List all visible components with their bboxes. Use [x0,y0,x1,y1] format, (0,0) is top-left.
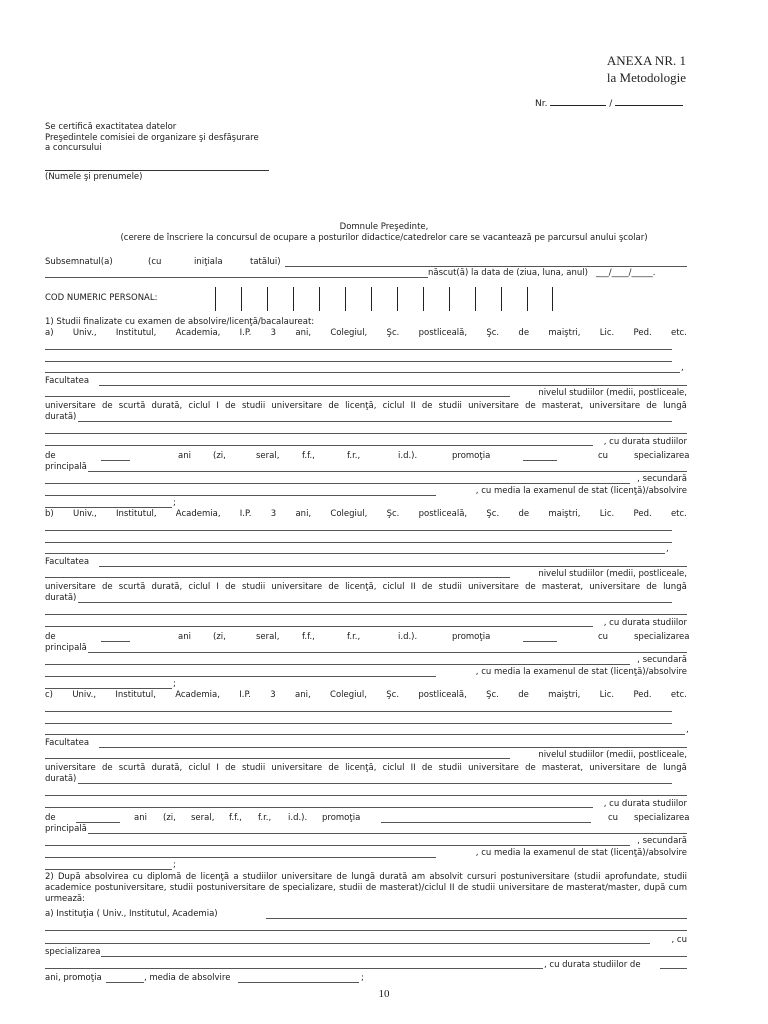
universitare-row [45,401,687,412]
fill-line[interactable] [45,711,672,712]
word: Lic. [599,328,615,338]
years-line[interactable] [101,460,130,461]
word: scurtă [118,763,146,773]
word: Ped. [633,690,652,700]
section2-line-3: urmează: [45,894,85,904]
cert-line-3: a concursului [45,143,102,153]
section1-heading: 1) Studii finalizate cu examen de absolvire/licenţă/bacalaureat: [45,317,315,327]
certification-block [45,122,259,154]
institutia-line[interactable] [266,918,687,919]
media-line[interactable] [238,982,359,983]
specializarea-line[interactable] [101,956,687,957]
word: de [525,401,536,411]
ani-label: ani [178,632,191,642]
fill-line[interactable] [45,396,510,397]
media-line[interactable] [45,688,172,689]
fill-line[interactable] [45,807,593,808]
word: de [225,763,236,773]
fill-line[interactable] [45,723,672,724]
universitare-row [45,763,687,774]
cnp-box[interactable] [215,287,241,311]
cert-line-1: Se certifică exactitatea datelor [45,122,177,132]
word: I.P. [239,328,252,338]
word: de [101,582,113,592]
word: Lic. [599,509,615,519]
fill-line[interactable] [45,433,687,434]
word: Academia, [175,690,220,700]
cnp-box[interactable] [475,287,501,311]
word: lungă [663,582,687,592]
word: Institutul, [115,328,157,338]
word: de [328,582,339,592]
seral-label: seral, [256,451,280,461]
word: 3 [270,690,276,700]
word: studii [438,401,462,411]
cnp-box[interactable] [423,287,449,311]
word: Şc. [486,690,499,700]
cu-durata-label: , cu durata studiilor [603,437,687,447]
specializarea-label: specializarea [634,632,690,642]
birthdate-slots[interactable]: ___/____/_____. [596,268,656,278]
salutation-subtitle: (cerere de înscriere la concursul de ocupare a posturilor didactice/catedrelor care se vacantează pe parcursul anului şcolar) [120,233,648,243]
id-label: i.d.). [288,813,308,823]
block-letter: c) [45,690,53,700]
word: Ped. [633,509,652,519]
word: Şc. [386,690,400,700]
fill-line[interactable] [45,795,687,796]
word: II [410,763,416,773]
president-signature-line[interactable] [45,170,269,171]
word: lungă [663,401,687,411]
ff-label: f.f., [302,451,315,461]
comma: , [686,725,689,735]
word: de [225,401,236,411]
fill-line[interactable] [45,968,543,969]
word: ciclul [188,401,211,411]
word: de [225,582,236,592]
word: etc. [670,509,687,519]
word: ani, [295,690,311,700]
semicolon: ; [173,498,176,508]
durata-label: durată) [45,593,77,603]
cnp-label: COD NUMERIC PERSONAL: [45,293,158,303]
fill-line[interactable] [45,577,510,578]
word: Şc. [386,509,400,519]
word: Institutul, [116,509,157,519]
fill-line[interactable] [45,372,680,373]
specializarea-label: specializarea [634,451,690,461]
word: II [410,401,416,411]
facultatea-label: Facultatea [45,376,90,386]
de-label: de [45,632,56,642]
principala-label: principală [45,643,87,653]
years-line[interactable] [101,641,130,642]
institutions-row [45,328,687,339]
word: ciclul [188,582,211,592]
word: I.P. [239,690,251,700]
word: masterat, [541,401,584,411]
fill-line[interactable] [45,495,436,496]
nr-date-blank[interactable] [615,97,683,106]
fill-line[interactable] [45,361,672,362]
media-line[interactable] [45,507,172,508]
word: de [328,763,339,773]
comma: , [681,363,684,373]
word: de [525,763,536,773]
facultatea-line[interactable] [99,747,687,748]
seral-label: seral, [256,632,280,642]
semicolon: ; [173,860,176,870]
word: Ped. [633,328,652,338]
word: Institutul, [115,690,156,700]
institutions-row [45,690,687,701]
word: Colegiul, [330,509,368,519]
institutia-label: a) Instituţia ( Univ., Institutul, Academia) [45,909,218,919]
word: de [421,401,433,411]
semicolon: ; [361,973,364,983]
word: licenţă, [345,401,377,411]
principala-line[interactable] [88,652,687,653]
promotia-line[interactable] [523,641,557,642]
cu-label: (cu [148,257,162,267]
word: I.P. [239,509,252,519]
fill-line[interactable] [45,676,436,677]
cu-label: , cu [671,935,687,945]
word: ciclul [188,763,211,773]
word: universitare [468,582,519,592]
fill-line[interactable] [45,614,687,615]
principala-line[interactable] [88,471,687,472]
fill-line[interactable] [45,943,650,944]
media-label: , cu media la examenul de stat (licenţă)/absolvire [475,486,687,496]
nivelul-label: nivelul studiilor (medii, postliceale, [538,569,687,579]
de-label: de [45,451,56,461]
nascut-label: născut(ă) la data de (ziua, luna, anul) [428,268,588,278]
word: licenţă, [345,582,377,592]
word: postliceală, [418,690,467,700]
word: studii [241,763,266,773]
word: durată, [151,401,183,411]
section2-line-2: academice postuniversitare, studii postuniversitare de specializare, studii de masterat)/ciclul II de studii universitare de masterat/master, după cum [45,883,687,893]
word: universitare [271,401,323,411]
fill-line[interactable] [45,845,630,846]
cu-label: cu [598,632,609,642]
word: 3 [270,509,277,519]
promotia-line[interactable] [106,982,144,983]
secundara-label: , secundară [637,836,687,846]
salutation-title: Domnule Preşedinte, [339,222,429,232]
word: ani, [295,328,312,338]
word: I [216,763,219,773]
id-label: i.d.). [398,451,418,461]
fr-label: f.r., [258,813,272,823]
word: I [216,401,219,411]
word: postliceală, [418,328,468,338]
word: lungă [663,763,687,773]
initiala-label: iniţiala [194,257,223,267]
fill-line[interactable] [45,553,665,554]
ff-label: f.f., [229,813,242,823]
cnp-box[interactable] [345,287,371,311]
ani-promotia-label: ani, promoţia [45,973,102,983]
principala-label: principală [45,462,87,472]
word: universitare [589,763,641,773]
cu-durata-label: , cu durata studiilor [603,799,687,809]
word: de [421,763,433,773]
cu-label: cu [608,813,619,823]
word: universitare [271,582,323,592]
word: de [518,690,529,700]
facultatea-label: Facultatea [45,738,90,748]
secundara-label: , secundară [637,655,687,665]
word: de [525,582,536,592]
word: Şc. [386,328,400,338]
word: Univ., [72,690,97,700]
promotia-line[interactable] [523,460,557,461]
cnp-box[interactable] [371,287,397,311]
word: Academia, [175,509,221,519]
word: universitare [45,401,96,411]
fill-line[interactable] [45,445,593,446]
principala-label: principală [45,824,87,834]
comma: , [666,544,669,554]
word: durată, [151,582,183,592]
word: postliceală, [418,509,468,519]
nivelul-label: nivelul studiilor (medii, postliceale, [538,388,687,398]
facultatea-line[interactable] [99,566,687,567]
promotia-label: promoţia [452,451,491,461]
word: masterat, [541,582,584,592]
word: I [216,582,219,592]
cnp-box[interactable] [397,287,423,311]
institutions-row [45,509,687,520]
universitare-row [45,582,687,593]
specializarea-label: specializarea [45,947,101,957]
durata-line[interactable] [78,783,672,784]
fill-line[interactable] [45,734,685,735]
word: universitare [271,763,323,773]
cu-durata-label: , cu durata studiilor de [544,960,641,970]
zi-label: (zi, [213,451,226,461]
word: studii [438,763,462,773]
word: de [646,582,657,592]
word: scurtă [118,582,146,592]
fill-line[interactable] [45,349,672,350]
secundara-label: , secundară [637,474,687,484]
section2-line-1: 2) După absolvirea cu diplomă de licenţă a studiilor universitare de lungă durată am absolvit cursuri postuniversitare (studii aprofundate, studii [45,872,687,882]
word: Colegiul, [330,328,368,338]
fill-line[interactable] [45,930,687,931]
de-label: de [45,813,56,823]
cnp-box[interactable] [267,287,293,311]
facultatea-line[interactable] [99,385,687,386]
cnp-box[interactable] [241,287,267,311]
word: Lic. [599,690,615,700]
word: masterat, [541,763,584,773]
word: de [518,509,530,519]
fill-line[interactable] [45,483,630,484]
promotia-label: promoţia [322,813,361,823]
facultatea-label: Facultatea [45,557,90,567]
ani-label: ani [134,813,147,823]
cert-line-2: Preşedintele comisiei de organizare şi desfăşurare [45,132,259,143]
word: etc. [670,690,687,700]
cnp-box[interactable] [319,287,345,311]
fill-line[interactable] [45,664,630,665]
president-name-label: (Numele şi prenumele) [45,172,143,182]
block-letter: a) [45,328,54,338]
word: studii [241,582,266,592]
word: universitare [589,582,641,592]
name-field-line[interactable] [285,266,687,267]
word: Univ., [72,509,97,519]
zi-label: (zi, [213,632,226,642]
word: Şc. [486,509,500,519]
word: ciclul [382,582,405,592]
word: universitare [468,763,519,773]
annex-methodology: la Metodologie [606,70,686,85]
word: universitare [45,763,96,773]
word: universitare [468,401,519,411]
cnp-box[interactable] [501,287,527,311]
annex-number: ANEXA NR. 1 [606,53,686,68]
durata-line[interactable] [78,602,672,603]
registration-number: Nr. / [535,97,683,109]
word: universitare [589,401,641,411]
word: de [518,328,530,338]
word: de [421,582,433,592]
cnp-box[interactable] [527,287,553,311]
fr-label: f.r., [347,632,361,642]
nr-blank[interactable] [550,97,606,106]
fill-line[interactable] [45,530,672,531]
durata-line[interactable] [78,421,672,422]
word: studii [241,401,266,411]
zi-label: (zi, [163,813,176,823]
word: 3 [270,328,277,338]
annex-header [607,52,686,86]
durata-label: durată) [45,412,77,422]
word: scurtă [118,401,146,411]
ani-label: ani [178,451,191,461]
word: ciclul [382,401,405,411]
word: studii [438,582,462,592]
subsemnatul-label: Subsemnatul(a) [45,257,113,267]
fr-label: f.r., [347,451,361,461]
word: durată, [151,763,183,773]
promotia-label: promoţia [452,632,491,642]
name-field-line-2[interactable] [45,277,428,278]
fill-line[interactable] [45,758,510,759]
promotia-line[interactable] [381,822,591,823]
durata-label: durată) [45,774,77,784]
media-line[interactable] [45,869,172,870]
principala-line[interactable] [88,833,687,834]
semicolon: ; [173,679,176,689]
word: ciclul [382,763,405,773]
word: licenţă, [345,763,377,773]
block-letter: b) [45,509,54,519]
fill-line[interactable] [45,542,672,543]
word: Academia, [175,328,221,338]
cnp-box[interactable] [293,287,319,311]
word: Şc. [486,328,500,338]
word: ani, [295,509,312,519]
media-absolvire-label: , media de absolvire [144,973,231,983]
cnp-box[interactable] [449,287,475,311]
word: universitare [45,582,96,592]
cu-durata-label: , cu durata studiilor [603,618,687,628]
tatalui-label: tatălui) [250,257,281,267]
word: de [101,763,113,773]
fill-line[interactable] [45,626,593,627]
word: maiştri, [548,509,581,519]
word: de [646,763,657,773]
nr-label: Nr. [535,99,548,109]
word: Colegiul, [330,690,367,700]
word: maiştri, [548,328,581,338]
id-label: i.d.). [398,632,418,642]
ff-label: f.f., [302,632,315,642]
fill-line[interactable] [45,857,436,858]
nivelul-label: nivelul studiilor (medii, postliceale, [538,750,687,760]
years-line[interactable] [660,968,687,969]
word: etc. [670,328,687,338]
page-number: 10 [378,988,390,1000]
years-line[interactable] [76,822,120,823]
word: maiştri, [548,690,581,700]
specializarea-label: specializarea [634,813,690,823]
word: de [646,401,657,411]
seral-label: seral, [191,813,215,823]
word: II [410,582,416,592]
cu-label: cu [598,451,609,461]
word: de [328,401,339,411]
media-label: , cu media la examenul de stat (licenţă)/absolvire [475,848,687,858]
word: de [101,401,113,411]
media-label: , cu media la examenul de stat (licenţă)/absolvire [475,667,687,677]
word: Univ., [72,328,97,338]
